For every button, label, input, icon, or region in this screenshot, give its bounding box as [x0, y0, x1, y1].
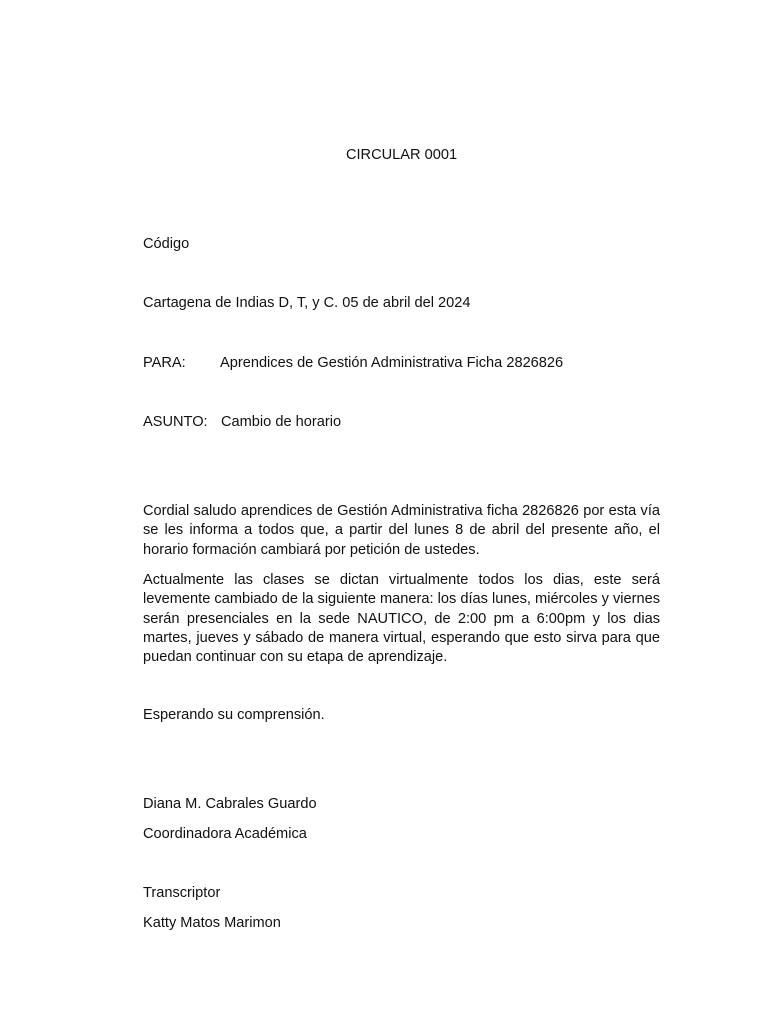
place-date: Cartagena de Indias D, T, y C. 05 de abril del 2024 [143, 295, 471, 311]
subject-row [143, 413, 341, 432]
code-label: Código [143, 236, 190, 252]
transcriber-name: Katty Matos Marimon [143, 915, 281, 931]
transcriber-label: Transcriptor [143, 885, 221, 901]
document-title: CIRCULAR 0001 [345, 147, 458, 163]
body-paragraph-2 [143, 571, 660, 667]
signer-role: Coordinadora Académica [143, 826, 307, 842]
recipient-row [143, 354, 563, 373]
recipient-label: PARA: [143, 355, 186, 371]
paragraph-1-text: Cordial saludo aprendices de Gestión Administrativa ficha 2826826 por esta vía se les informa a todos que, a partir del lunes 8 de abril del presente año, el horario formación cambiará por petición de ustedes. [143, 503, 660, 558]
signer-name: Diana M. Cabrales Guardo [143, 796, 317, 812]
recipient-value: Aprendices de Gestión Administrativa Ficha 2826826 [220, 355, 564, 371]
subject-label: ASUNTO: [143, 414, 208, 430]
closing-line: Esperando su comprensión. [143, 707, 325, 723]
paragraph-2-text: Actualmente las clases se dictan virtualmente todos los dias, este será levemente cambiado de la siguiente manera: los días lunes, miércoles y viernes serán presenciales en la sede NAUTICO, de 2:00 pm a 6:00pm y los dias martes, jueves y sábado de manera virtual, esperando que esto sirva para que puedan continuar con su etapa de aprendizaje. [143, 572, 660, 666]
subject-value: Cambio de horario [221, 414, 342, 430]
body-paragraph-1 [143, 502, 660, 560]
